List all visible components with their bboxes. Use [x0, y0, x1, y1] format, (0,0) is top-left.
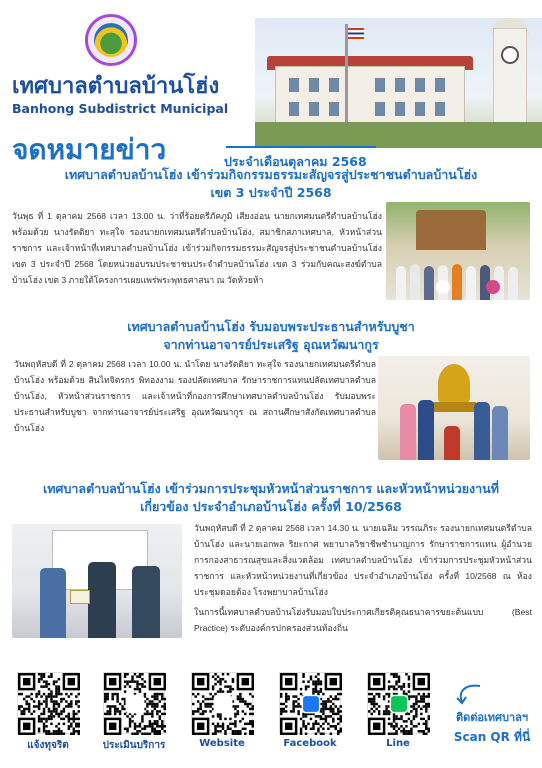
umbrella [486, 280, 500, 294]
person [492, 406, 508, 460]
qr-report-corruption[interactable] [12, 672, 84, 753]
person [410, 264, 420, 300]
person [418, 400, 434, 460]
window [435, 102, 445, 116]
contact-callout [446, 708, 538, 747]
news-1-photo [386, 202, 530, 300]
qr-label: Facebook [283, 738, 337, 749]
scan-qr-label: Scan QR ที่นี่ [453, 730, 531, 744]
org-name-english: Banhong Subdistrict Municipal [12, 101, 229, 116]
window [329, 78, 339, 92]
window [415, 102, 425, 116]
window [435, 78, 445, 92]
qr-facebook[interactable] [274, 672, 346, 749]
window [329, 102, 339, 116]
qr-pattern [280, 673, 342, 735]
news-3-body: วันพฤหัสบดี ที่ 2 ตุลาคม 2568 เวลา 14.30 น. นายเฉลิม วรรณภิระ รองนายกเทศมนตรีตำบลบ้านโฮ่ง และนายเอกพล ริยะกาศ พยาบาลวิชาชีพชำนาญการ รักษาราชการแทน ผู้อำนวยการกองสาธารณสุขและสิ่งแวดล้อม เทศบาลตำบลบ้านโฮ่ง เข้าร่วมการประชุมหัวหน้าส่วนราชการ และหัวหน้าหน่วยงานที่เกี่ยวข้อง ประจำอำเภอบ้านโฮ่ง ครั้งที่ 10/2568 ณ ห้องประชุมดอยต้อง โรงพยาบาลบ้านโฮ่ง [194, 523, 532, 597]
buddha-statue [438, 364, 470, 404]
title-divider [226, 146, 376, 148]
municipal-logo [85, 14, 137, 66]
person [508, 267, 518, 300]
news-1-headline-line1: เทศบาลตำบลบ้านโฮ่ง เข้าร่วมกิจกรรมธรรมะสัญจรสู่ประชาชนตำบลบ้านโฮ่ง [64, 167, 478, 182]
line-qr-icon [367, 672, 429, 734]
qr-code-logo-icon [191, 672, 253, 734]
qr-pattern [368, 673, 430, 735]
umbrella [436, 280, 450, 294]
qr-label: ประเมินบริการ [102, 740, 166, 751]
news-3-headline [10, 480, 532, 516]
qr-code-logo-icon [103, 672, 165, 734]
news-2-headline [10, 318, 532, 354]
news-2-headline-line2: จากท่านอาจารย์ประเสริฐ อุณหวัฒนากูร [163, 337, 379, 352]
facebook-qr-icon [279, 672, 341, 734]
news-1-headline [10, 166, 532, 202]
statue-base [432, 402, 476, 412]
municipal-office-photo [255, 18, 542, 148]
person [88, 562, 116, 638]
month-label: ประจำเดือนตุลาคม 2568 [224, 154, 367, 169]
news-3-headline-line2: เกี่ยวข้อง ประจำอำเภอบ้านโฮ่ง ครั้งที่ 10/2568 [140, 499, 402, 514]
window [309, 102, 319, 116]
qr-service-evaluation[interactable] [98, 672, 170, 753]
person [132, 566, 160, 638]
person [424, 266, 434, 300]
person [474, 402, 490, 460]
temple-roof [416, 210, 486, 250]
flag-pole [345, 24, 348, 134]
news-3-body-2: ในการนี้เทศบาลตำบลบ้านโฮ่งรับมอบใบประกาศเกียรติคุณธนาคารขยะต้นแบบ (Best Practice) ระดับองค์กรปกครองส่วนท้องถิ่น [194, 607, 532, 633]
window [375, 102, 385, 116]
person [466, 266, 476, 300]
window [309, 78, 319, 92]
trees [255, 122, 542, 148]
monk [452, 264, 462, 300]
qr-line[interactable] [362, 672, 434, 749]
header [0, 0, 542, 169]
qr-label: Website [199, 738, 245, 749]
qr-pattern [104, 673, 166, 735]
window [395, 78, 405, 92]
news-1-body: วันพุธ ที่ 1 ตุลาคม 2568 เวลา 13.00 น. ว่าที่ร้อยตรีภัคภูมิ เสียงอ่อน นายกเทศมนตรีตำบลบ้านโฮ่ง พร้อมด้วย นางรัตติยา ทะสุใจ รองนายกเทศมนตรีตำบลบ้านโฮ่ง, สมาชิกสภาเทศบาล, หัวหน้าส่วนราชการ และเจ้าหน้าที่เทศบาลตำบลบ้านโฮ่ง เข้าร่วมกิจกรรมธรรมะสัญจรสู่ประชาชนตำบลบ้านโฮ่ง เขต 3 ประจำปี 2568 โดยหน่วยอบรมประชาชนประจำตำบลบ้านโฮ่ง เขต 3 ร่วมกับคณะสงฆ์ตำบลบ้านโฮ่ง เขต 3 ภายใต้โครงการเผยแพร่พระพุทธศาสนา ณ วัดห้วยห้า [12, 211, 382, 285]
news-3-headline-line1: เทศบาลตำบลบ้านโฮ่ง เข้าร่วมการประชุมหัวหน้าส่วนราชการ และหัวหน้าหน่วยงานที่ [43, 481, 499, 496]
qr-code-icon [17, 672, 79, 734]
footer [0, 668, 542, 768]
newsletter-title: จดหมายข่าว [12, 133, 167, 166]
curved-arrow-icon [454, 682, 484, 706]
thai-flag-icon [348, 28, 364, 39]
person [40, 568, 66, 638]
window [375, 78, 385, 92]
window [289, 102, 299, 116]
person [396, 266, 406, 300]
qr-label: Line [386, 738, 410, 749]
news-1-headline-line2: เขต 3 ประจำปี 2568 [210, 185, 332, 200]
window [289, 78, 299, 92]
news-3-photo [12, 524, 182, 638]
qr-pattern [192, 673, 254, 735]
person [444, 426, 460, 460]
certificate [70, 590, 90, 604]
qr-pattern [18, 673, 80, 735]
municipal-seal-icon [94, 23, 128, 57]
qr-label: แจ้งทุจริต [27, 740, 69, 751]
clock-icon [501, 46, 519, 64]
org-name-thai: เทศบาลตำบลบ้านโฮ่ง [12, 74, 220, 99]
person [400, 404, 416, 460]
window [395, 102, 405, 116]
contact-label: ติดต่อเทศบาลฯ [455, 711, 529, 724]
qr-website[interactable] [186, 672, 258, 749]
news-2-headline-line1: เทศบาลตำบลบ้านโฮ่ง รับมอบพระประธานสำหรับบูชา [127, 319, 415, 334]
window [415, 78, 425, 92]
news-2-body: วันพฤหัสบดี ที่ 2 ตุลาคม 2568 เวลา 10.00 น. นำโดย นางรัตติยา ทะสุใจ รองนายกเทศมนตรีตำบลบ้านโฮ่ง พร้อมด้วย สินไทจิตรกร พิทองงาม รองปลัดเทศบาล รักษาราชการแทนปลัดเทศบาลตำบลบ้านโฮ่ง, หัวหน้าส่วนราชการ และเจ้าหน้าที่กองการศึกษาเทศบาลตำบลบ้านโฮ่ง รับมอบพระประธานสำหรับบูชา จากท่านอาจารย์ประเสริฐ อุณหวัฒนากูร ณ สถานศึกษาสังกัดเทศบาลตำบลบ้านโฮ่ง [14, 359, 376, 433]
news-2-photo [378, 356, 530, 460]
